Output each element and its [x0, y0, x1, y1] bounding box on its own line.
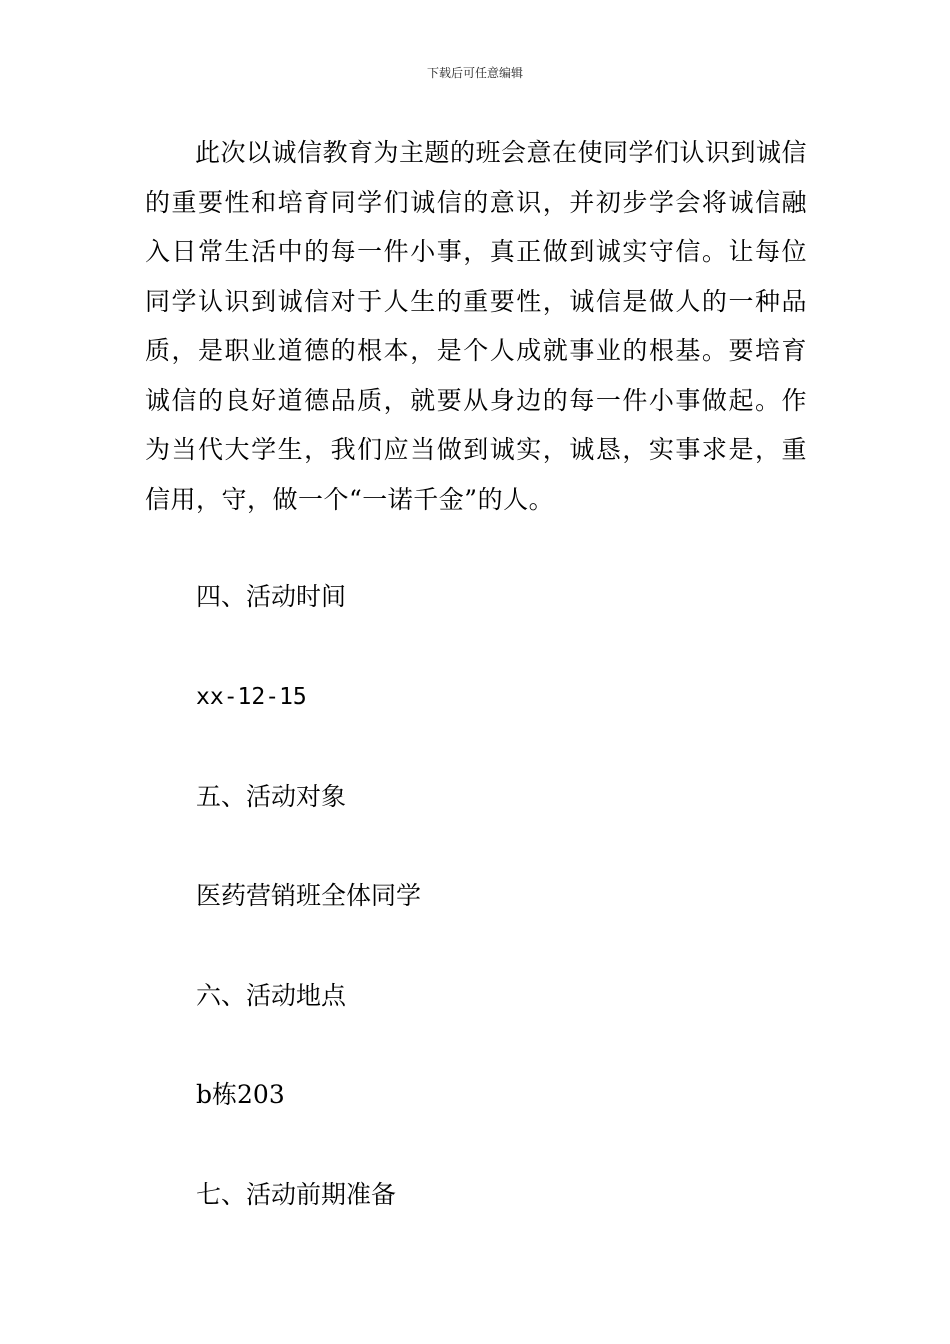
intro-paragraph: 此次以诚信教育为主题的班会意在使同学们认识到诚信的重要性和培育同学们诚信的意识，并初步学会将诚信融入日常生活中的每一件小事，真正做到诚实守信。让每位同学认识到诚信对于人生的重要性，诚信是做人的一种品质，是职业道德的根本，是个人成就事业的根基。要培育诚信的良好道德品质，就要从身边的每一件小事做起。作为当代大学生，我们应当做到诚实，诚恳，实事求是，重信用，守，做一个“一诺千金”的人。 — [145, 138, 808, 514]
page-header-note: 下载后可任意编辑 — [426, 66, 523, 80]
section-heading-activity-time: 四、活动时间 — [196, 582, 347, 611]
activity-audience-value: 医药营销班全体同学 — [196, 881, 422, 910]
section-heading-activity-audience: 五、活动对象 — [196, 782, 347, 811]
section-heading-activity-location: 六、活动地点 — [196, 981, 347, 1010]
activity-time-value: xx-12-15 — [196, 684, 307, 710]
activity-location-value: b栋203 — [196, 1080, 285, 1109]
section-heading-preparation: 七、活动前期准备 — [196, 1180, 397, 1209]
